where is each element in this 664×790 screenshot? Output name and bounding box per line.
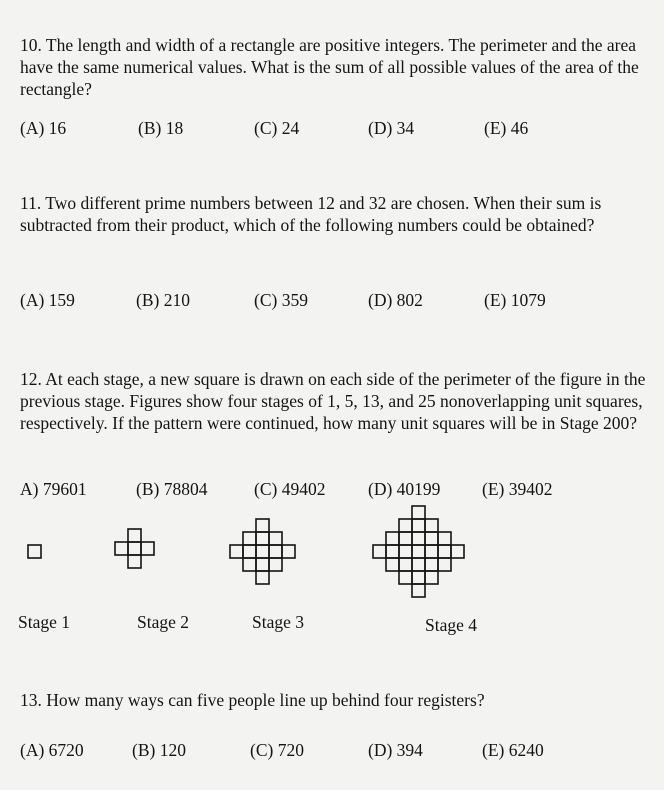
question-13-text: 13. How many ways can five people line up behind four registers? [20, 690, 485, 710]
unit-square [438, 545, 451, 558]
unit-square [412, 558, 425, 571]
unit-square [386, 558, 399, 571]
option-b: (B) 210 [136, 290, 190, 310]
stage-4-grid [372, 505, 465, 598]
option-c: (C) 24 [254, 118, 300, 138]
unit-square [256, 519, 269, 532]
stage-1-grid [27, 544, 42, 559]
unit-square [386, 545, 399, 558]
question-10 [20, 34, 660, 100]
option-c: (C) 720 [250, 740, 304, 760]
question-12-options [20, 479, 660, 503]
option-c: (C) 49402 [254, 479, 326, 499]
option-b: (B) 120 [132, 740, 186, 760]
unit-square [438, 558, 451, 571]
unit-square [269, 545, 282, 558]
unit-square [230, 545, 243, 558]
unit-square [412, 519, 425, 532]
unit-square [438, 532, 451, 545]
option-d: (D) 34 [368, 118, 415, 138]
option-a: (A) 159 [20, 290, 75, 310]
unit-square [412, 571, 425, 584]
unit-square [269, 558, 282, 571]
stage-1-figure [27, 544, 42, 559]
stage-3-label: Stage 3 [252, 612, 305, 632]
question-13 [20, 689, 660, 711]
stage-2-label: Stage 2 [137, 612, 190, 632]
unit-square [412, 532, 425, 545]
option-e: (E) 39402 [482, 479, 553, 499]
option-a: A) 79601 [20, 479, 87, 499]
unit-square [425, 519, 438, 532]
question-12-text: 12. At each stage, a new square is drawn on each side of the perimeter of the figure in the previous stage. Figures show four stages of 1, 5, 13, and 25 nonoverlapping unit squares, respectively. If the pattern were continued, how many unit squares will be in Stage 200? [20, 369, 646, 433]
option-b: (B) 18 [138, 118, 184, 138]
question-10-text: 10. The length and width of a rectangle are positive integers. The perimeter and the area have the same numerical values. What is the sum of all possible values of the area of the rectangle? [20, 35, 639, 99]
unit-square [399, 545, 412, 558]
option-e: (E) 1079 [484, 290, 546, 310]
unit-square [386, 532, 399, 545]
option-d: (D) 802 [368, 290, 423, 310]
option-c: (C) 359 [254, 290, 308, 310]
unit-square [425, 532, 438, 545]
unit-square [269, 532, 282, 545]
unit-square [412, 506, 425, 519]
unit-square [425, 545, 438, 558]
unit-square [399, 558, 412, 571]
unit-square [128, 529, 141, 542]
option-d: (D) 394 [368, 740, 423, 760]
stage-4-label: Stage 4 [425, 615, 478, 635]
unit-square [412, 584, 425, 597]
stage-3-figure [229, 518, 296, 585]
unit-square [128, 542, 141, 555]
question-11-options [20, 290, 660, 314]
unit-square [373, 545, 386, 558]
question-10-options [20, 118, 660, 142]
unit-square [282, 545, 295, 558]
question-12 [20, 368, 660, 434]
stage-2-figure [114, 528, 155, 569]
option-e: (E) 6240 [482, 740, 544, 760]
unit-square [256, 545, 269, 558]
unit-square [243, 558, 256, 571]
unit-square [256, 571, 269, 584]
unit-square [399, 519, 412, 532]
unit-square [412, 545, 425, 558]
unit-square [28, 545, 41, 558]
stage-1-label: Stage 1 [18, 612, 71, 632]
unit-square [451, 545, 464, 558]
unit-square [256, 558, 269, 571]
unit-square [425, 558, 438, 571]
unit-square [399, 532, 412, 545]
question-11-text: 11. Two different prime numbers between 12 and 32 are chosen. When their sum is subtracted from their product, which of the following numbers could be obtained? [20, 193, 602, 235]
unit-square [243, 545, 256, 558]
unit-square [128, 555, 141, 568]
unit-square [141, 542, 154, 555]
unit-square [115, 542, 128, 555]
question-13-options [20, 740, 660, 764]
unit-square [399, 571, 412, 584]
option-b: (B) 78804 [136, 479, 208, 499]
stage-2-grid [114, 528, 155, 569]
unit-square [425, 571, 438, 584]
stage-4-figure [372, 505, 465, 598]
option-a: (A) 16 [20, 118, 67, 138]
option-e: (E) 46 [484, 118, 529, 138]
unit-square [243, 532, 256, 545]
stage-3-grid [229, 518, 296, 585]
question-11 [20, 192, 660, 236]
option-a: (A) 6720 [20, 740, 84, 760]
option-d: (D) 40199 [368, 479, 441, 499]
unit-square [256, 532, 269, 545]
